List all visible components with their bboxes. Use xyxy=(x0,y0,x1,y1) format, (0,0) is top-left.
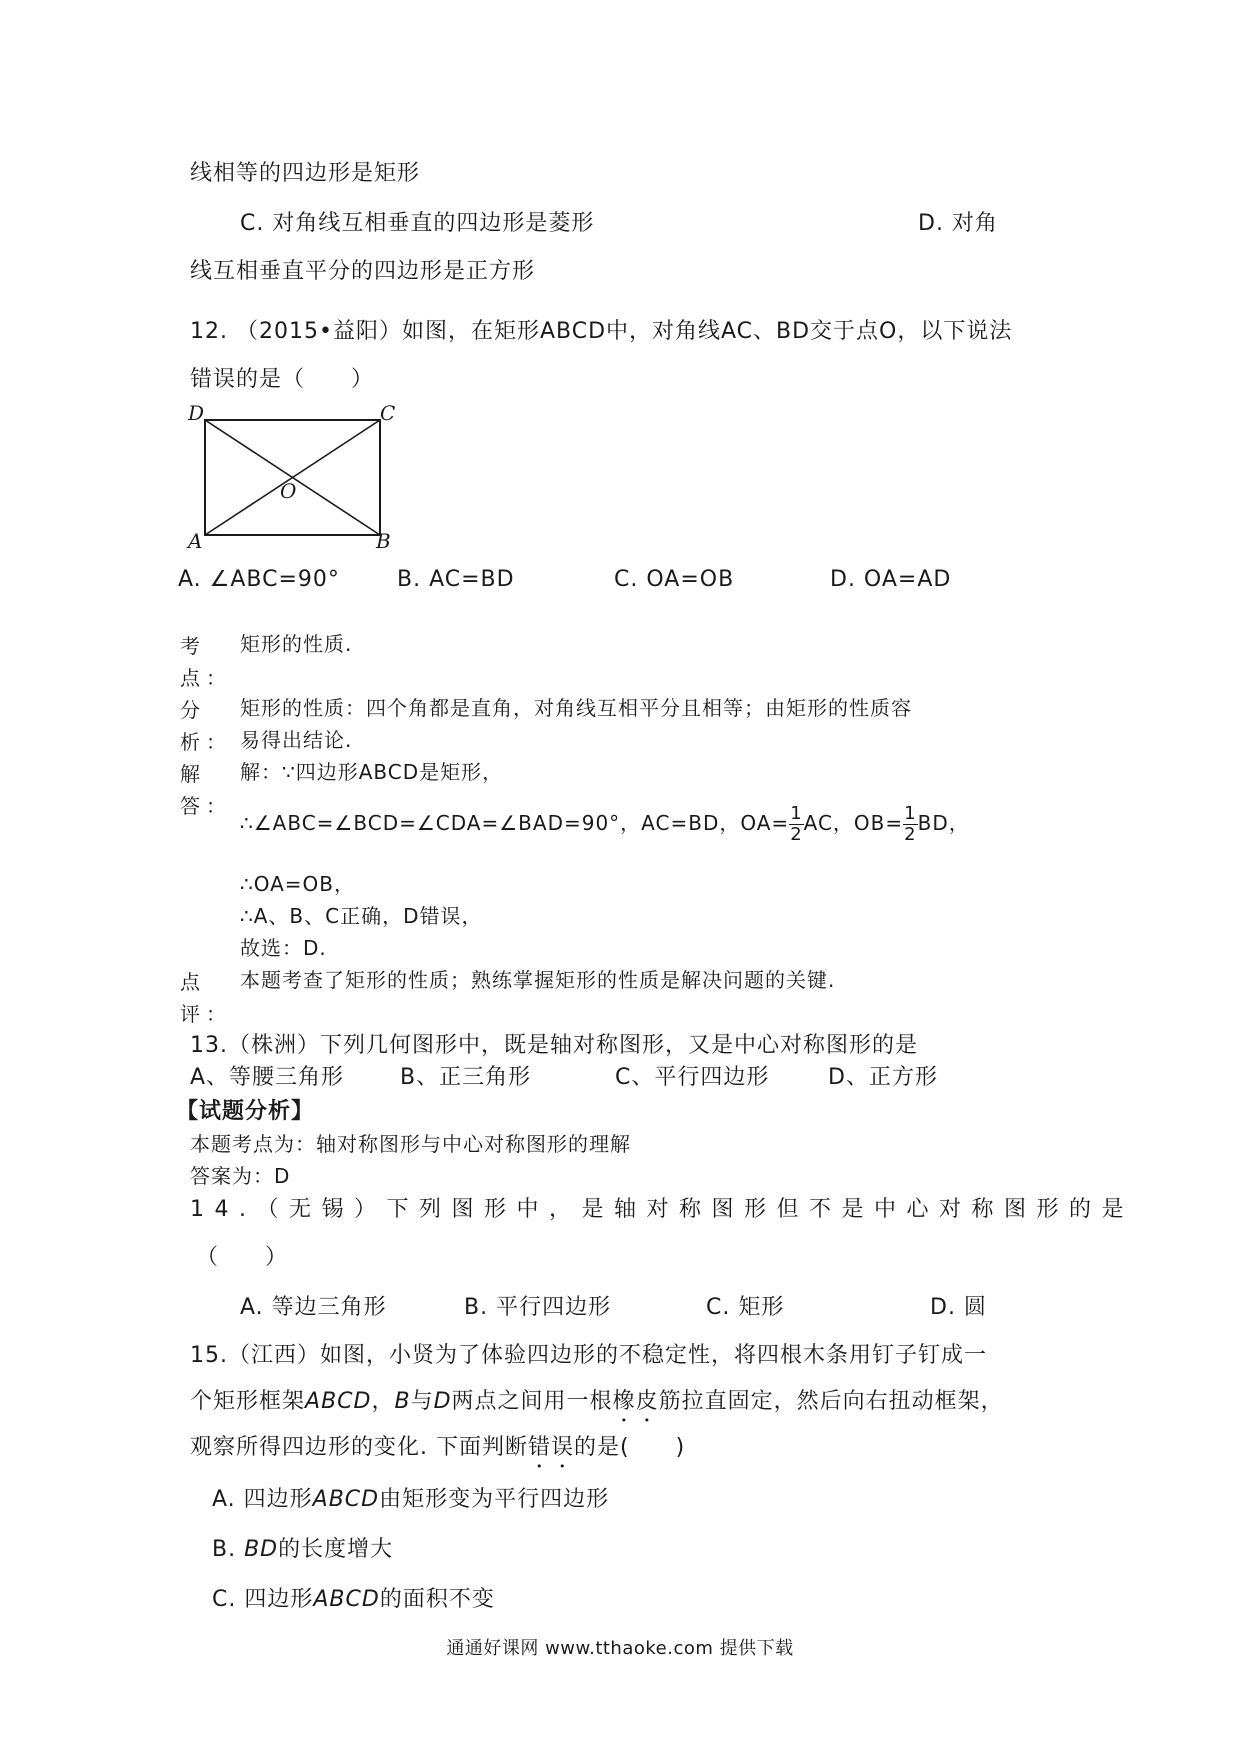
q12-stem-line2: 错误的是（ ） xyxy=(190,367,375,392)
q13-option-d: D、正方形 xyxy=(828,1065,938,1090)
q15-option-b-rest: 的长度增大 xyxy=(278,1537,394,1562)
q13-analysis-line2: 答案为：D xyxy=(190,1164,291,1188)
q14-option-d: D. 圆 xyxy=(930,1295,987,1320)
jieda-label-1: 解 xyxy=(180,762,206,786)
q14-stem-line1: 14.（无锡）下列图形中，是轴对称图形但不是中心对称图形的是 xyxy=(190,1197,1134,1222)
q11-line3: 线互相垂直平分的四边形是正方形 xyxy=(190,259,536,284)
q15-stem-line3 xyxy=(190,1434,685,1473)
jieda-line2-part3: BD， xyxy=(917,811,970,835)
jieda-line1: 解：∵四边形ABCD是矩形， xyxy=(240,760,504,784)
fenxi-line2: 易得出结论. xyxy=(240,728,353,752)
jieda-line4: ∴A、B、C正确，D错误， xyxy=(240,904,483,928)
q15-option-a xyxy=(212,1486,609,1514)
q15-line2-part2: 两点之间用一根 xyxy=(451,1389,613,1414)
jieda-label-2: 答： xyxy=(180,794,232,818)
q15-option-a-rest: 由矩形变为平行四边形 xyxy=(379,1487,610,1512)
jieda-line2-part2: AC，OB= xyxy=(803,811,904,835)
q13-option-c: C、平行四边形 xyxy=(615,1065,770,1090)
q13-option-a: A、等腰三角形 xyxy=(190,1065,345,1090)
jieda-line3: ∴OA=OB， xyxy=(240,872,356,896)
q15-option-b-bd: BD xyxy=(244,1537,279,1562)
q11-option-d-start: D. 对角 xyxy=(918,211,998,236)
q13-stem: 13.（株洲）下列几何图形中，既是轴对称图形，又是中心对称图形的是 xyxy=(190,1033,918,1058)
label-o: O xyxy=(280,479,297,503)
q12-option-a: A. ∠ABC=90° xyxy=(178,567,340,592)
q14-option-c: C. 矩形 xyxy=(706,1295,785,1320)
q15-line2-and: 与 xyxy=(410,1389,434,1414)
q14-stem-line2: （ ） xyxy=(196,1245,289,1270)
kaodian-text: 矩形的性质. xyxy=(240,632,353,656)
q15-option-c xyxy=(212,1586,495,1614)
q14-option-a: A. 等边三角形 xyxy=(240,1295,387,1320)
fraction-numerator: 1 xyxy=(904,803,917,824)
label-b: B xyxy=(376,529,391,553)
kaodian-label-2: 点： xyxy=(180,666,232,690)
dianping-text: 本题考查了矩形的性质；熟练掌握矩形的性质是解决问题的关键. xyxy=(240,968,836,992)
q11-line1: 线相等的四边形是矩形 xyxy=(190,161,421,186)
q15-line3-part1: 观察所得四边形的变化. 下面判断 xyxy=(190,1435,528,1460)
q15-option-a-prefix: A. 四边形 xyxy=(212,1487,313,1512)
fraction-denominator: 2 xyxy=(790,824,803,845)
q15-option-c-rest: 的面积不变 xyxy=(379,1587,495,1612)
q12-option-d: D. OA=AD xyxy=(830,567,952,592)
label-c: C xyxy=(380,401,396,425)
fraction-half-2 xyxy=(903,804,917,845)
q15-line3-part2: 的是( ) xyxy=(574,1435,686,1460)
q15-option-c-abcd: ABCD xyxy=(313,1587,380,1612)
jieda-line5: 故选：D. xyxy=(240,936,327,960)
fenxi-line1: 矩形的性质：四个角都是直角，对角线互相平分且相等；由矩形的性质容 xyxy=(240,696,912,720)
page-footer: 通通好课网 www.tthaoke.com 提供下载 xyxy=(446,1638,794,1659)
q15-abcd: ABCD xyxy=(305,1389,372,1414)
q12-option-c: C. OA=OB xyxy=(614,567,735,592)
q15-option-c-prefix: C. 四边形 xyxy=(212,1587,314,1612)
q12-stem-line1: 12. （2015•益阳）如图，在矩形ABCD中，对角线AC、BD交于点O，以下说法 xyxy=(190,319,1013,344)
fraction-denominator: 2 xyxy=(904,824,917,845)
q15-line2-part1: 个矩形框架 xyxy=(190,1389,306,1414)
q15-emphasis-wrong: 错误 xyxy=(528,1435,575,1460)
jieda-line2 xyxy=(240,804,970,845)
q15-line2-part3: 筋拉直固定，然后向右扭动框架， xyxy=(658,1389,1004,1414)
fraction-half-1 xyxy=(789,804,803,845)
dianping-label-2: 评： xyxy=(180,1002,232,1026)
q15-emphasis-rubber: 橡皮 xyxy=(612,1389,659,1414)
label-a: A xyxy=(188,529,203,553)
fenxi-label-2: 析： xyxy=(180,730,232,754)
fenxi-label-1: 分 xyxy=(180,698,206,722)
q13-analysis-line1: 本题考点为：轴对称图形与中心对称图形的理解 xyxy=(190,1132,631,1156)
q11-option-c: C. 对角线互相垂直的四边形是菱形 xyxy=(240,211,595,236)
q15-point-d: D xyxy=(433,1389,452,1414)
dianping-label-1: 点 xyxy=(180,970,206,994)
q13-analysis-title: 【试题分析】 xyxy=(176,1099,315,1124)
q15-option-b xyxy=(212,1536,393,1564)
q12-option-b: B. AC=BD xyxy=(397,567,515,592)
q15-stem-line1: 15.（江西）如图，小贤为了体验四边形的不稳定性，将四根木条用钉子钉成一 xyxy=(190,1343,987,1368)
q15-option-a-abcd: ABCD xyxy=(312,1487,380,1512)
q15-point-b: B xyxy=(394,1389,411,1414)
jieda-line2-part1: ∴∠ABC=∠BCD=∠CDA=∠BAD=90°，AC=BD，OA= xyxy=(240,811,790,835)
label-d: D xyxy=(188,401,205,425)
kaodian-label-1: 考 xyxy=(180,634,206,658)
fraction-numerator: 1 xyxy=(790,803,803,824)
q13-option-b: B、正三角形 xyxy=(400,1065,532,1090)
q15-line2-comma: ， xyxy=(371,1389,395,1414)
q14-option-b: B. 平行四边形 xyxy=(464,1295,612,1320)
rectangle-abcd-figure xyxy=(180,400,420,560)
q15-option-b-prefix: B. xyxy=(212,1537,237,1562)
q15-stem-line2 xyxy=(190,1388,1004,1427)
